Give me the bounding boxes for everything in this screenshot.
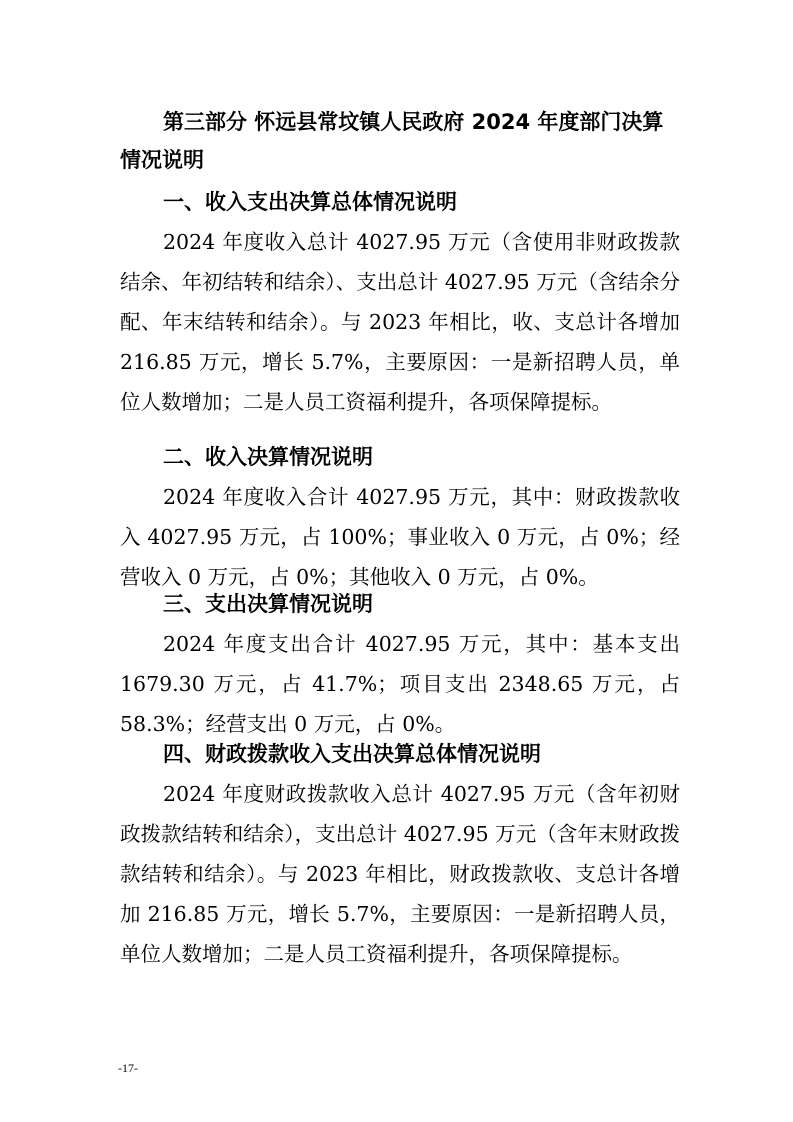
section-paragraph: 2024 年度收入总计 4027.95 万元（含使用非财政拨款结余、年初结转和结余）、支出总计 4027.95 万元（含结余分配、年末结转和结余）。与 2023 年相比，收、支总计各增加 216.85 万元，增长 5.7%，主要原因：一是新招聘人员，单位人数增加；二是人员工资福利提升，各项保障提标。 [120, 230, 680, 414]
page-number: -17- [118, 1061, 138, 1075]
section-paragraph: 2024 年度支出合计 4027.95 万元，其中：基本支出 1679.30 万元，占 41.7%；项目支出 2348.65 万元，占 58.3%；经营支出 0 万元，占 0%。 [120, 632, 680, 736]
section-heading: 二、收入决算情况说明 [163, 445, 373, 469]
section-heading: 四、财政拨款收入支出决算总体情况说明 [163, 742, 541, 766]
section-paragraph: 2024 年度收入合计 4027.95 万元，其中：财政拨款收入 4027.95 万元，占 100%；事业收入 0 万元，占 0%；经营收入 0 万元，占 0%；其他收入 0 万元，占 0%。 [120, 485, 680, 589]
document-title: 第三部分 怀远县常坟镇人民政府 2024 年度部门决算情况说明 [120, 110, 664, 172]
section-income-details [120, 437, 680, 597]
section-fiscal-appropriation-overview [120, 734, 680, 974]
section-income-expenditure-overview [120, 182, 680, 422]
section-heading: 三、支出决算情况说明 [163, 592, 373, 616]
section-paragraph: 2024 年度财政拨款收入总计 4027.95 万元（含年初财政拨款结转和结余），支出总计 4027.95 万元（含年末财政拨款结转和结余）。与 2023 年相比，财政拨款收、支总计各增加 216.85 万元，增长 5.7%，主要原因：一是新招聘人员，单位人数增加；二是人员工资福利提升，各项保障提标。 [120, 782, 680, 966]
section-heading: 一、收入支出决算总体情况说明 [163, 190, 457, 214]
section-expenditure-details [120, 584, 680, 744]
